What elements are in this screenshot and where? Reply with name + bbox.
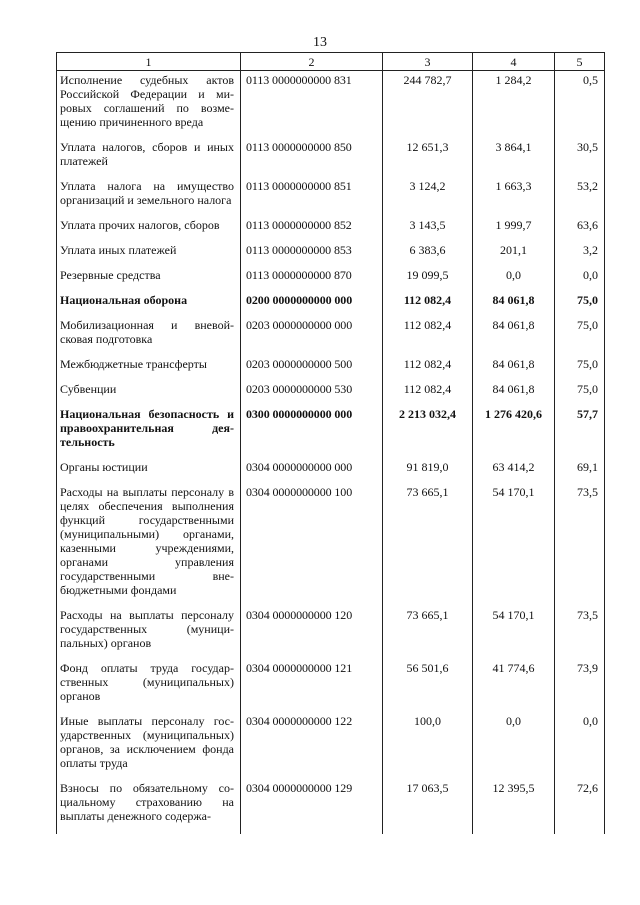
row-code: 0113 0000000000 851: [241, 179, 383, 218]
row-value-4: 41 774,6: [473, 661, 555, 714]
row-code: 0113 0000000000 870: [241, 268, 383, 293]
column-header-2: 2: [241, 53, 383, 71]
row-code: 0304 0000000000 000: [241, 460, 383, 485]
row-value-3: 73 665,1: [383, 608, 473, 661]
page-number: 13: [313, 35, 327, 50]
row-value-5: 0,5: [555, 71, 605, 141]
row-value-5: 75,0: [555, 318, 605, 357]
row-value-3: 112 082,4: [383, 293, 473, 318]
row-value-5: 73,5: [555, 485, 605, 608]
row-value-4: 3 864,1: [473, 140, 555, 179]
row-value-4: 63 414,2: [473, 460, 555, 485]
row-value-5: 73,9: [555, 661, 605, 714]
row-name: Уплата налогов, сборов и иных платежей: [57, 140, 241, 179]
row-code: 0203 0000000000 500: [241, 357, 383, 382]
budget-table: [56, 52, 605, 834]
row-value-3: 12 651,3: [383, 140, 473, 179]
row-value-3: 112 082,4: [383, 357, 473, 382]
table-row: [57, 661, 605, 714]
row-name: Фонд оплаты труда государственных (муниципальных) органов: [57, 661, 241, 714]
row-name: Уплата налога на имущество организаций и земельного налога: [57, 179, 241, 218]
row-code: 0113 0000000000 850: [241, 140, 383, 179]
row-value-3: 112 082,4: [383, 382, 473, 407]
row-value-4: 1 276 420,6: [473, 407, 555, 460]
table-body: [57, 71, 605, 835]
row-name: Национальная безопасность и правоохранительная деятельность: [57, 407, 241, 460]
row-name: Иные выплаты персоналу государственных (муниципальных) органов, за исключением фонда оплаты труда: [57, 714, 241, 781]
table-row: [57, 218, 605, 243]
table-row: [57, 243, 605, 268]
column-header-5: 5: [555, 53, 605, 71]
row-value-3: 3 124,2: [383, 179, 473, 218]
row-value-4: 1 663,3: [473, 179, 555, 218]
row-value-5: 75,0: [555, 293, 605, 318]
row-value-4: 0,0: [473, 714, 555, 781]
row-name: Резервные средства: [57, 268, 241, 293]
row-value-3: 100,0: [383, 714, 473, 781]
row-name: Взносы по обязательному социальному страхованию на выплаты денежного содержа-: [57, 781, 241, 834]
row-code: 0304 0000000000 122: [241, 714, 383, 781]
column-header-1: 1: [57, 53, 241, 71]
row-value-3: 6 383,6: [383, 243, 473, 268]
table-row: [57, 485, 605, 608]
row-name: Уплата иных платежей: [57, 243, 241, 268]
row-value-5: 75,0: [555, 357, 605, 382]
row-code: 0203 0000000000 000: [241, 318, 383, 357]
row-value-3: 112 082,4: [383, 318, 473, 357]
table-row: [57, 407, 605, 460]
row-value-5: 73,5: [555, 608, 605, 661]
row-value-3: 3 143,5: [383, 218, 473, 243]
row-value-3: 19 099,5: [383, 268, 473, 293]
table-row: [57, 140, 605, 179]
table-row: [57, 714, 605, 781]
table-row: [57, 179, 605, 218]
table-row: [57, 608, 605, 661]
table-row: [57, 781, 605, 834]
header-row: [57, 53, 605, 71]
row-value-4: 1 999,7: [473, 218, 555, 243]
table-row: [57, 382, 605, 407]
row-value-4: 84 061,8: [473, 318, 555, 357]
row-value-4: 54 170,1: [473, 608, 555, 661]
row-value-5: 0,0: [555, 268, 605, 293]
row-value-4: 84 061,8: [473, 357, 555, 382]
row-value-5: 0,0: [555, 714, 605, 781]
table-header: [57, 53, 605, 71]
row-name: Национальная оборона: [57, 293, 241, 318]
table-row: [57, 268, 605, 293]
table-row: [57, 460, 605, 485]
row-code: 0200 0000000000 000: [241, 293, 383, 318]
column-header-3: 3: [383, 53, 473, 71]
row-value-4: 54 170,1: [473, 485, 555, 608]
row-code: 0203 0000000000 530: [241, 382, 383, 407]
row-value-5: 53,2: [555, 179, 605, 218]
row-name: Межбюджетные трансферты: [57, 357, 241, 382]
row-code: 0304 0000000000 100: [241, 485, 383, 608]
row-name: Расходы на выплаты персоналу государственных (муниципальных) органов: [57, 608, 241, 661]
row-value-3: 17 063,5: [383, 781, 473, 834]
row-value-3: 56 501,6: [383, 661, 473, 714]
row-name: Субвенции: [57, 382, 241, 407]
row-value-5: 63,6: [555, 218, 605, 243]
row-name: Уплата прочих налогов, сборов: [57, 218, 241, 243]
row-value-4: 12 395,5: [473, 781, 555, 834]
row-code: 0113 0000000000 852: [241, 218, 383, 243]
row-code: 0304 0000000000 121: [241, 661, 383, 714]
row-value-3: 91 819,0: [383, 460, 473, 485]
row-name: Расходы на выплаты персоналу в целях обеспечения выполнения функций государственными (муниципальными) органами, казенными учреждениями, органами управления государственными внебюджетными фондами: [57, 485, 241, 608]
row-value-3: 244 782,7: [383, 71, 473, 141]
row-value-4: 84 061,8: [473, 293, 555, 318]
row-value-5: 57,7: [555, 407, 605, 460]
row-value-4: 84 061,8: [473, 382, 555, 407]
column-header-4: 4: [473, 53, 555, 71]
table-row: [57, 318, 605, 357]
row-value-3: 73 665,1: [383, 485, 473, 608]
row-name: Органы юстиции: [57, 460, 241, 485]
row-name: Мобилизационная и вневойсковая подготовка: [57, 318, 241, 357]
row-value-5: 75,0: [555, 382, 605, 407]
row-code: 0113 0000000000 831: [241, 71, 383, 141]
row-value-5: 3,2: [555, 243, 605, 268]
row-code: 0304 0000000000 120: [241, 608, 383, 661]
row-code: 0113 0000000000 853: [241, 243, 383, 268]
row-value-5: 30,5: [555, 140, 605, 179]
row-code: 0304 0000000000 129: [241, 781, 383, 834]
row-value-5: 72,6: [555, 781, 605, 834]
row-code: 0300 0000000000 000: [241, 407, 383, 460]
row-value-4: 201,1: [473, 243, 555, 268]
table-row: [57, 293, 605, 318]
table-row: [57, 71, 605, 141]
table-row: [57, 357, 605, 382]
row-value-4: 0,0: [473, 268, 555, 293]
row-value-4: 1 284,2: [473, 71, 555, 141]
row-value-5: 69,1: [555, 460, 605, 485]
row-name: Исполнение судебных актов Российской Федерации и мировых соглашений по возмещению причиненного вреда: [57, 71, 241, 141]
row-value-3: 2 213 032,4: [383, 407, 473, 460]
